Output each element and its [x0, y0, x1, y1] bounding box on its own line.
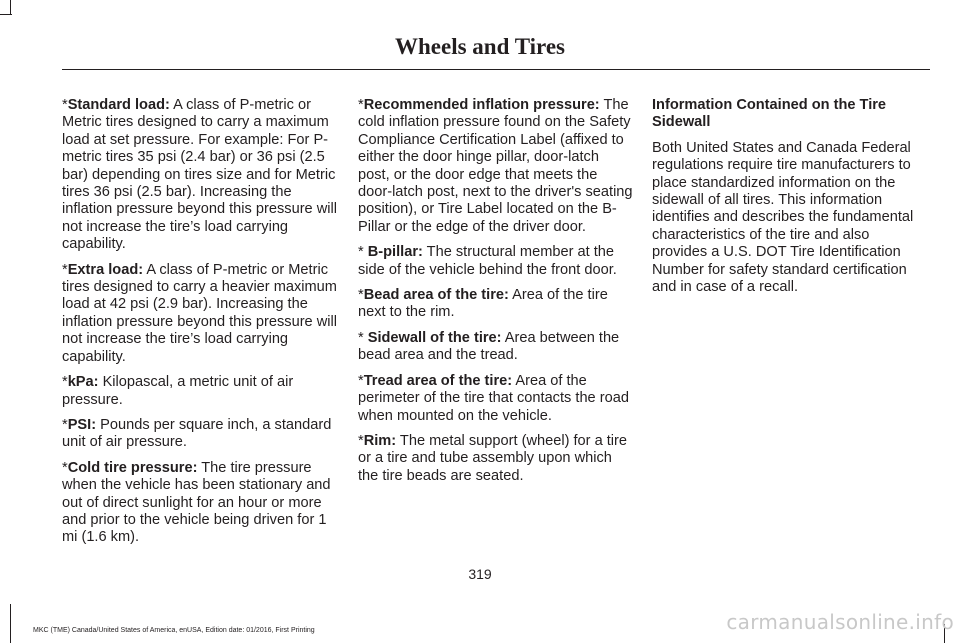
definition-sidewall: * Sidewall of the tire: Area between the bead area and the tread. — [358, 329, 620, 364]
definition-recommended-inflation-pressure: *Recommended inflation pressure: The cold inflation pressure found on the Safety Compliance Certification Label (affixed to either the door hinge pillar, door-latch post, or the door edge that meets the door-latch post, next to the driver's seating position), or Tire Label located on the B-Pillar or the edge of the driver door. — [358, 97, 633, 235]
definition-extra-load: *Extra load: A class of P-metric or Metric tires designed to carry a heavier maximum load at 42 psi (2.9 bar). Increasing the inflation pressure beyond this pressure will not increase the tire’s load carrying capability. — [62, 261, 337, 365]
crop-mark-top-left — [10, 0, 11, 14]
page-title: Wheels and Tires — [395, 34, 565, 59]
definition-tread-area: *Tread area of the tire: Area of the perimeter of the tire that contacts the road when mounted on the vehicle. — [358, 372, 629, 424]
crop-mark-bottom-left — [10, 604, 11, 643]
definition-cold-tire-pressure: *Cold tire pressure: The tire pressure when the vehicle has been stationary and out of direct sunlight for an hour or more and prior to the vehicle being driven for 1 mi (1.6 km). — [62, 459, 331, 546]
column-3 — [652, 97, 928, 304]
column-1 — [62, 97, 340, 555]
page-number: 319 — [468, 566, 492, 582]
header-rule — [62, 69, 930, 70]
watermark: carmanualsonline.info — [726, 610, 954, 634]
definition-rim: *Rim: The metal support (wheel) for a tire or a tire and tube assembly upon which the tire beads are seated. — [358, 432, 628, 484]
section-paragraph: Both United States and Canada Federal regulations require tire manufacturers to place standardized information on the sidewall of all tires. This information identifies and describes the fundamental characteristics of the tire and also provides a U.S. DOT Tire Identification Number for safety standard certification and in case of a recall. — [652, 139, 914, 296]
definition-psi: *PSI: Pounds per square inch, a standard unit of air pressure. — [62, 416, 332, 451]
crop-mark-top-left-h — [0, 14, 12, 15]
definition-standard-load: *Standard load: A class of P-metric or Metric tires designed to carry a maximum load at set pressure. For example: For P-metric tires 35 psi (2.4 bar) or 36 psi (2.5 bar) depending on tires size and for Metric tires 36 psi (2.5 bar). Increasing the inflation pressure beyond this pressure will not increase the tire’s load carrying capability. — [62, 97, 337, 253]
definition-b-pillar: * B-pillar: The structural member at the side of the vehicle behind the front door. — [358, 244, 617, 278]
section-heading: Information Contained on the Tire Sidewall — [652, 97, 887, 131]
column-2 — [358, 97, 634, 493]
footer-edition: MKC (TME) Canada/United States of America, enUSA, Edition date: 01/2016, First Printing — [33, 627, 315, 634]
definition-kpa: *kPa: Kilopascal, a metric unit of air pressure. — [62, 374, 294, 408]
definition-bead-area: *Bead area of the tire: Area of the tire next to the rim. — [358, 287, 608, 321]
